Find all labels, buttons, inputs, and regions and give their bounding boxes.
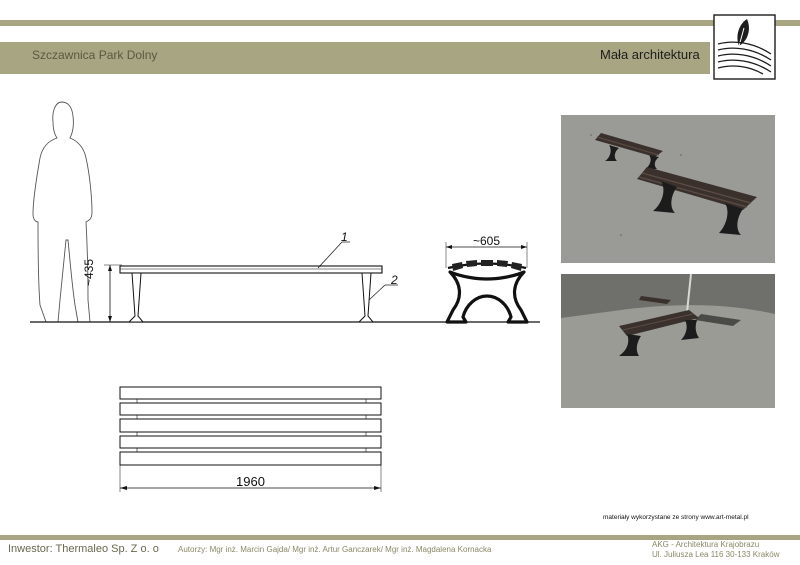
- photo-credit: materiały wykorzystane ze strony www.art-metal.pl: [603, 514, 749, 521]
- width-dimension-label: ~605: [473, 234, 501, 248]
- bench-end-elevation: [446, 242, 527, 322]
- authors-text: Autorzy: Mgr inż. Marcin Gajda/ Mgr inż. Artur Ganczarek/ Mgr inż. Magdalena Kornacka: [178, 545, 492, 554]
- technical-drawing: [0, 80, 550, 500]
- height-dimension-label: ~435: [82, 258, 96, 286]
- firm-address: Ul. Juliusza Lea 116 30-133 Kraków: [652, 550, 780, 559]
- project-title: Szczawnica Park Dolny: [32, 48, 158, 62]
- callout-1-label: 1: [341, 230, 348, 244]
- bench-photo-perspective: [561, 115, 775, 263]
- firm-name: AKG - Architektura Krajobrazu: [652, 540, 760, 549]
- bench-photo-plaza: [561, 274, 775, 408]
- length-dimension-label: 1960: [236, 474, 265, 489]
- callout-2-label: 2: [391, 273, 398, 287]
- human-silhouette: [33, 102, 92, 322]
- investor-text: Inwestor: Thermaleo Sp. Z o. o: [8, 543, 159, 555]
- section-title: Mała architektura: [600, 47, 700, 62]
- header-top-band: [0, 20, 800, 26]
- leaf-logo-icon: [713, 14, 776, 80]
- bench-plan-view: [120, 387, 381, 465]
- bench-side-elevation: [120, 266, 382, 322]
